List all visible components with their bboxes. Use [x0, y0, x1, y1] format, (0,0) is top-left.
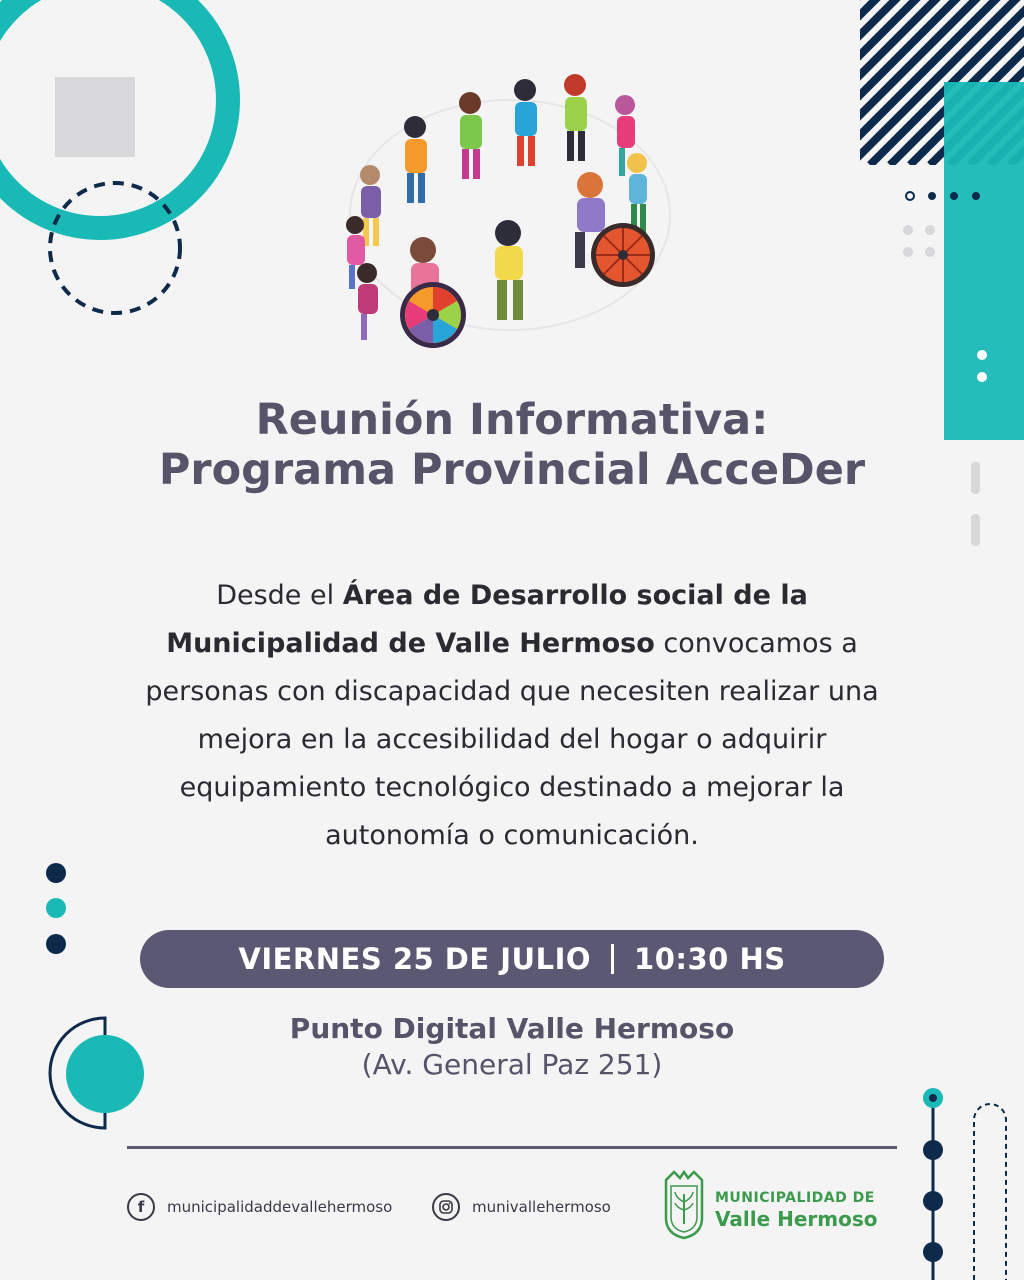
- facebook-icon: f: [127, 1193, 155, 1221]
- instagram-icon: [432, 1193, 460, 1221]
- venue-address: (Av. General Paz 251): [361, 1048, 663, 1081]
- description-rest: convocamos a personas con discapacidad que necesiten realizar una mejora en la accesibilidad del hogar o adquirir equipamiento tecnológico destinado a mejorar la autonomía o comunicación.: [145, 628, 879, 851]
- title-line-2: Programa Provincial AcceDer: [158, 445, 866, 495]
- venue-name: Punto Digital Valle Hermoso: [289, 1012, 735, 1045]
- page-title: [0, 395, 1024, 495]
- title-line-1: Reunión Informativa:: [255, 395, 769, 445]
- facebook-link[interactable]: [127, 1193, 392, 1221]
- event-date: VIERNES 25 DE JULIO: [238, 942, 592, 976]
- facebook-handle: municipalidaddevallehermoso: [167, 1198, 393, 1216]
- description-organization: Área de Desarrollo social de la Municipalidad de Valle Hermoso: [166, 580, 808, 659]
- municipality-shield-logo: [660, 1170, 708, 1240]
- description-intro: Desde el: [216, 580, 343, 611]
- logo-line-1: MUNICIPALIDAD DE: [715, 1190, 875, 1206]
- instagram-link[interactable]: [432, 1193, 611, 1221]
- decor-bottom-right: [910, 1080, 1024, 1280]
- decor-left-dots: [40, 860, 80, 960]
- logo-line-2: Valle Hermoso: [715, 1207, 878, 1231]
- decor-top-left: [0, 0, 260, 330]
- date-time-separator: [611, 944, 614, 974]
- footer-divider: [127, 1146, 897, 1149]
- people-circle-illustration: [325, 65, 695, 360]
- event-date-badge: [140, 930, 884, 988]
- event-time: 10:30 HS: [634, 942, 786, 976]
- instagram-handle: munivallehermoso: [472, 1198, 611, 1216]
- decor-bottom-left: [40, 1010, 150, 1140]
- description-paragraph: [110, 572, 914, 860]
